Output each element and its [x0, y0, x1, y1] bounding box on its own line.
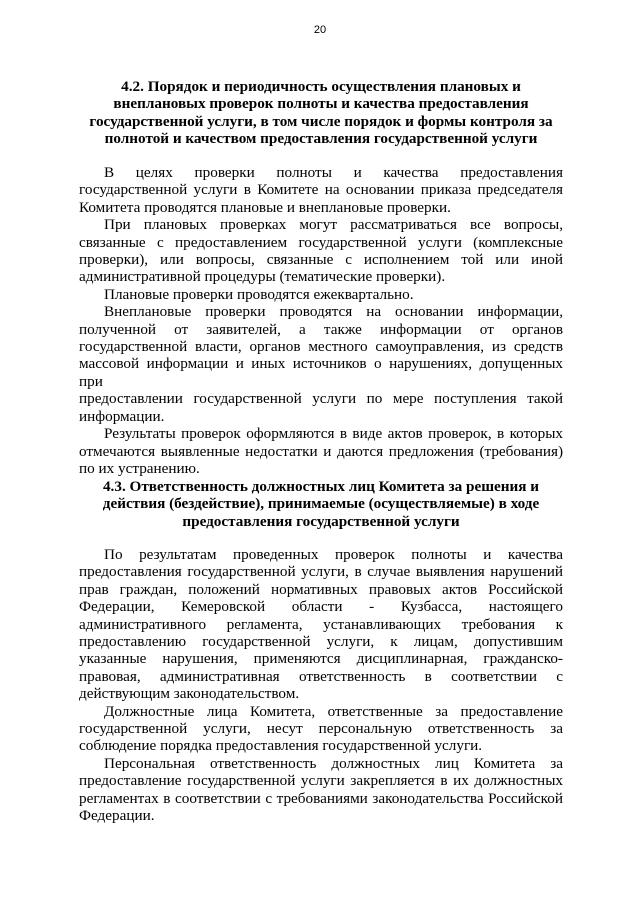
text-line: информации. [79, 407, 165, 425]
heading-line: государственной услуги, в том числе порядок и формы контроля за [89, 112, 553, 130]
paragraph [79, 703, 563, 755]
section-4-3-body [79, 546, 563, 825]
text-line: действующим законодательством. [79, 685, 300, 703]
text-line: соблюдение порядка предоставления государственной услуги. [79, 737, 483, 755]
text-line: Плановые проверки проводятся ежеквартально. [104, 285, 414, 303]
heading-line: 4.2. Порядок и периодичность осуществления плановых и [121, 78, 521, 95]
heading-line: полнотой и качеством предоставления государственной услуги [104, 130, 538, 148]
text-line: связанные с предоставлением государственной услуги (комплексные [79, 233, 563, 251]
text-line: предоставлении государственной услуги по мере поступления такой [79, 390, 563, 408]
text-line: Результаты проверок оформляются в виде актов проверок, в которых [104, 425, 563, 443]
text-line: предоставления государственной услуги, в случае выявления нарушений [79, 563, 563, 581]
text-line: государственной услуги в Комитете на основании приказа председателя [79, 181, 563, 199]
heading-line: действия (бездействие), принимаемые (осуществляемые) в ходе [102, 495, 540, 513]
text-line: административной процедуры (тематические проверки). [79, 268, 446, 286]
text-line: В целях проверки полноты и качества предоставления [104, 164, 563, 181]
text-line: административного регламента, устанавливающих требования к [79, 615, 563, 633]
section-4-2-heading [79, 78, 563, 148]
text-line: прав граждан, положений нормативных правовых актов Российской [79, 580, 563, 598]
section-4-2-body [79, 164, 563, 477]
text-line: государственной услуги, несут персональную ответственность за [79, 720, 563, 738]
heading-line: внеплановых проверок полноты и качества предоставления [113, 95, 529, 113]
text-line: Комитета проводятся плановые и внеплановые проверки. [79, 198, 451, 216]
text-line: массовой информации и иных источников о нарушениях, допущенных при [79, 355, 563, 390]
text-line: государственной власти, органов местного самоуправления, из средств [79, 338, 563, 356]
text-line: предоставление государственной услуги закрепляется в их должностных [79, 772, 563, 790]
section-4-3-heading [79, 478, 563, 530]
text-line: указанные нарушения, применяются дисциплинарная, гражданско- [79, 650, 563, 668]
text-line: отмечаются выявленные недостатки и даются предложения (требования) [79, 442, 563, 460]
paragraph [79, 303, 563, 425]
text-line: правовая, административная ответственность в соответствии с [79, 667, 563, 685]
text-line: При плановых проверках могут рассматриваться все вопросы, [104, 216, 563, 234]
paragraph [79, 286, 563, 303]
paragraph [79, 164, 563, 216]
paragraph [79, 755, 563, 825]
text-line: Персональная ответственность должностных лиц Комитета за [104, 754, 563, 772]
text-line: по их устранению. [79, 459, 200, 477]
heading-line: 4.3. Ответственность должностных лиц Комитета за решения и [102, 478, 540, 495]
text-line: Должностные лица Комитета, ответственные за предоставление [104, 702, 563, 720]
text-line: По результатам проведенных проверок полноты и качества [104, 546, 563, 563]
text-line: Федерации. [79, 807, 155, 825]
paragraph [79, 216, 563, 286]
paragraph [79, 425, 563, 477]
heading-line: предоставления государственной услуги [182, 512, 460, 530]
text-line: проверки), или вопросы, связанные с исполнением той или иной [79, 251, 563, 269]
text-line: Внеплановые проверки проводятся на основании информации, [104, 303, 563, 321]
text-line: полученной от заявителей, а также информации от органов [79, 320, 563, 338]
text-line: предоставлению государственной услуги, к лицам, допустившим [79, 633, 563, 651]
text-line: Федерации, Кемеровской области - Кузбасса, настоящего [79, 598, 563, 616]
paragraph [79, 546, 563, 703]
text-line: регламентах в соответствии с требованиями законодательства Российской [79, 789, 563, 807]
page-number: 20 [313, 24, 327, 36]
